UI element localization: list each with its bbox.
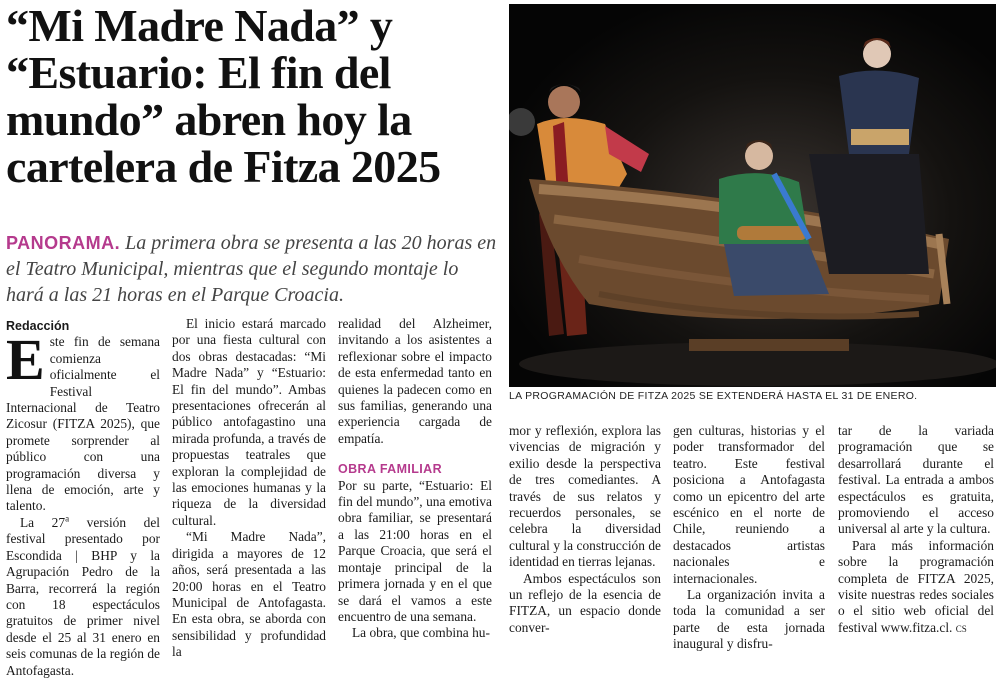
article-paragraph: Ambos espectáculos son un reflejo de la esencia de FITZA, un espacio donde conver-	[509, 570, 661, 635]
headline-line-2: “Estuario: El fin del	[6, 47, 391, 98]
stage-photo	[509, 4, 996, 387]
byline: Redacción	[6, 319, 70, 333]
article-paragraph: La organización invita a toda la comunidad a ser parte de esta jornada inaugural y disfru-	[673, 587, 825, 652]
article-paragraph: mor y reflexión, explora las vivencias de migración y exilio desde la perspectiva de tres comediantes. A través de sus relatos y recuerdos personales, se celebra la diversidad cultural y la construcción de identidad en tierras lejanas.	[509, 423, 661, 570]
section-tag: PANORAMA.	[6, 233, 121, 253]
article-paragraph: Por su parte, “Estuario: El fin del mundo”, una emotiva obra familiar, se presentará a las 21:00 horas en el Parque Croacia, que será el montaje principal de la primera jornada y en el que se dará el vamos a este encuentro de una semana.	[338, 477, 492, 624]
stage-illustration	[509, 4, 996, 387]
signoff-mark: CS	[955, 623, 967, 634]
headline	[6, 2, 502, 190]
drop-cap: E	[6, 327, 45, 393]
article-column-6	[838, 423, 994, 637]
article-paragraph: La obra, que combina hu-	[352, 625, 490, 641]
article-paragraph: La 27$^a$ versión del festival presentado por Escondida | BHP y la Agrupación Pedro de la Barra, recorrerá la región con 18 espectáculos gratuitos de primer nivel desde el 25 al 31 enero en seis comunas de la región de Antofagasta.	[6, 513, 160, 678]
headline-line-1: “Mi Madre Nada” y	[6, 0, 393, 51]
headline-line-4: cartelera de Fitza 2025	[6, 141, 441, 192]
article-paragraph: realidad del Alzheimer, invitando a los asistentes a reflexionar sobre el impacto de esta enfermedad tanto en quienes la padecen como en sus familias, generando una experiencia cargada de empatía.	[338, 316, 492, 446]
article-column-2	[172, 316, 326, 661]
photo-caption: LA PROGRAMACIÓN DE FITZA 2025 SE EXTENDERÁ HASTA EL 31 DE ENERO.	[509, 390, 918, 402]
article-paragraph: tar de la variada programación que se desarrollará durante el festival. La entrada a ambos espectáculos es gratuita, promoviendo el acceso universal al arte y la cultura.	[838, 423, 994, 537]
article-column-5	[673, 423, 825, 653]
section-subhead: OBRA FAMILIAR	[338, 462, 443, 477]
article-paragraph: Este fin de semana comienza oficialmente el Festival Internacional de Teatro Zicosur (FITZA 2025), que promete sorprender al público con una programación diversa y llena de emoción, arte y talento.	[6, 327, 160, 514]
lead-paragraph	[6, 230, 498, 308]
article-paragraph: “Mi Madre Nada”, dirigida a mayores de 12 años, será presentada a las 20:00 horas en el Teatro Municipal de Antofagasta. En esta obra, se aborda con sensibilidad y profundidad la	[172, 529, 326, 660]
article-column-1	[6, 318, 160, 679]
article-paragraph: Para más información sobre la programación completa de FITZA 2025, visite nuestras redes sociales o el sitio web oficial del festival www.fitza.cl. CS	[838, 537, 994, 635]
article-column-3	[338, 316, 492, 642]
article-paragraph: gen culturas, historias y el poder transformador del teatro. Este festival posiciona a Antofagasta como un epicentro del arte escénico en el norte de Chile, reuniendo a destacados artistas nacionales e internacionales.	[673, 423, 825, 586]
lead-text: La primera obra se presenta a las 20 horas en el Teatro Municipal, mientras que el segundo montaje lo hará a las 21 horas en el Parque Croacia.	[6, 232, 497, 306]
headline-line-3: mundo” abren hoy la	[6, 94, 412, 145]
article-column-4	[509, 423, 661, 636]
article-paragraph: El inicio estará marcado por una fiesta cultural con dos obras destacadas: “Mi Madre Nada” y “Estuario: El fin del mundo”. Ambas presentaciones ofrecerán al público antofagastino una mirada profunda, a través de propuestas teatrales que exploran la complejidad de las emociones humanas y la riqueza de la diversidad cultural.	[172, 316, 326, 528]
